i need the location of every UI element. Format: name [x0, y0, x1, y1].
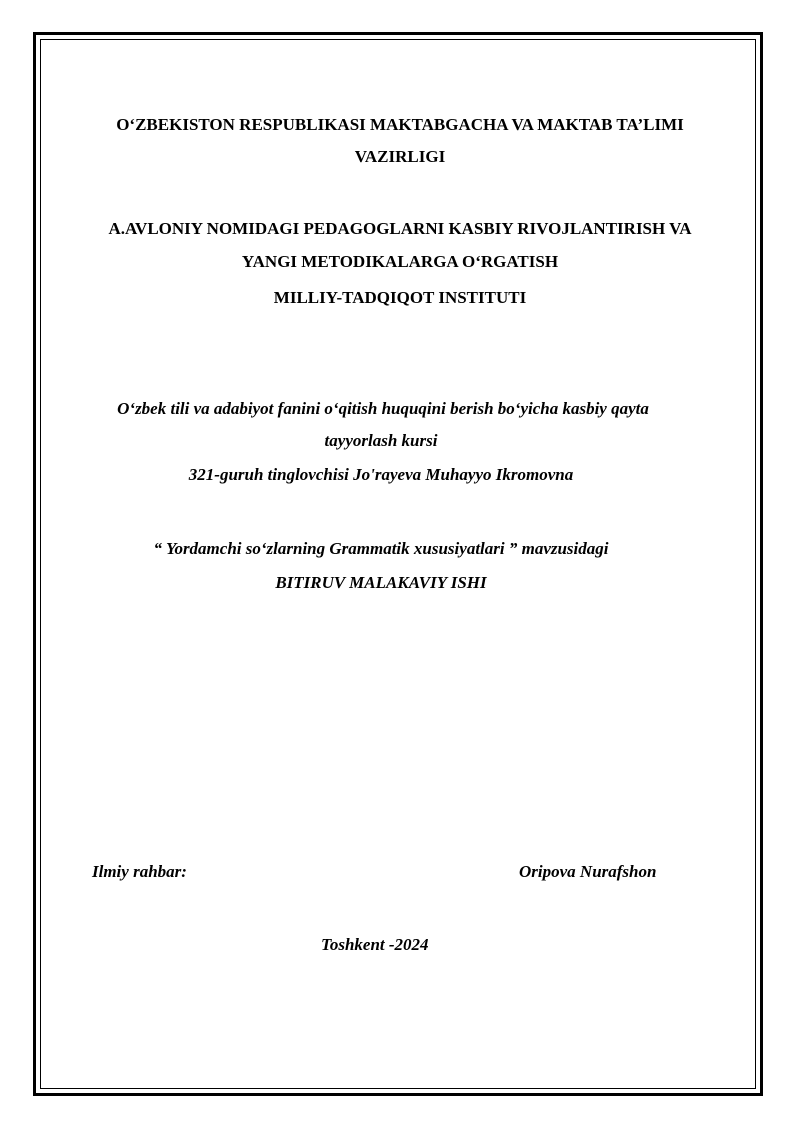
supervisor-label: Ilmiy rahbar:: [92, 862, 187, 881]
ministry-line-1: O‘ZBEKISTON RESPUBLIKASI MAKTABGACHA VA MAKTAB TA’LIMI: [116, 115, 684, 134]
topic-line-2: BITIRUV MALAKAVIY ISHI: [275, 573, 487, 592]
institute-line-2: YANGI METODIKALARGA O‘RGATISH: [241, 252, 559, 271]
supervisor-name: Oripova Nurafshon: [519, 862, 657, 881]
institute-line-3: MILLIY-TADQIQOT INSTITUTI: [273, 288, 527, 307]
place-year: Toshkent -2024: [321, 935, 429, 954]
course-line-1: O‘zbek tili va adabiyot fanini o‘qitish huquqini berish bo‘yicha kasbiy qayta: [117, 399, 649, 418]
ministry-line-2: VAZIRLIGI: [354, 147, 446, 166]
course-line-2: tayyorlash kursi: [324, 431, 438, 450]
page-border-inner: [40, 39, 756, 1089]
course-line-3: 321-guruh tinglovchisi Jo'rayeva Muhayyo Ikromovna: [188, 465, 574, 484]
topic-line-1: “ Yordamchi so‘zlarning Grammatik xususiyatlari ” mavzusidagi: [153, 539, 609, 558]
institute-line-1: A.AVLONIY NOMIDAGI PEDAGOGLARNI KASBIY RIVOJLANTIRISH VA: [108, 219, 692, 238]
